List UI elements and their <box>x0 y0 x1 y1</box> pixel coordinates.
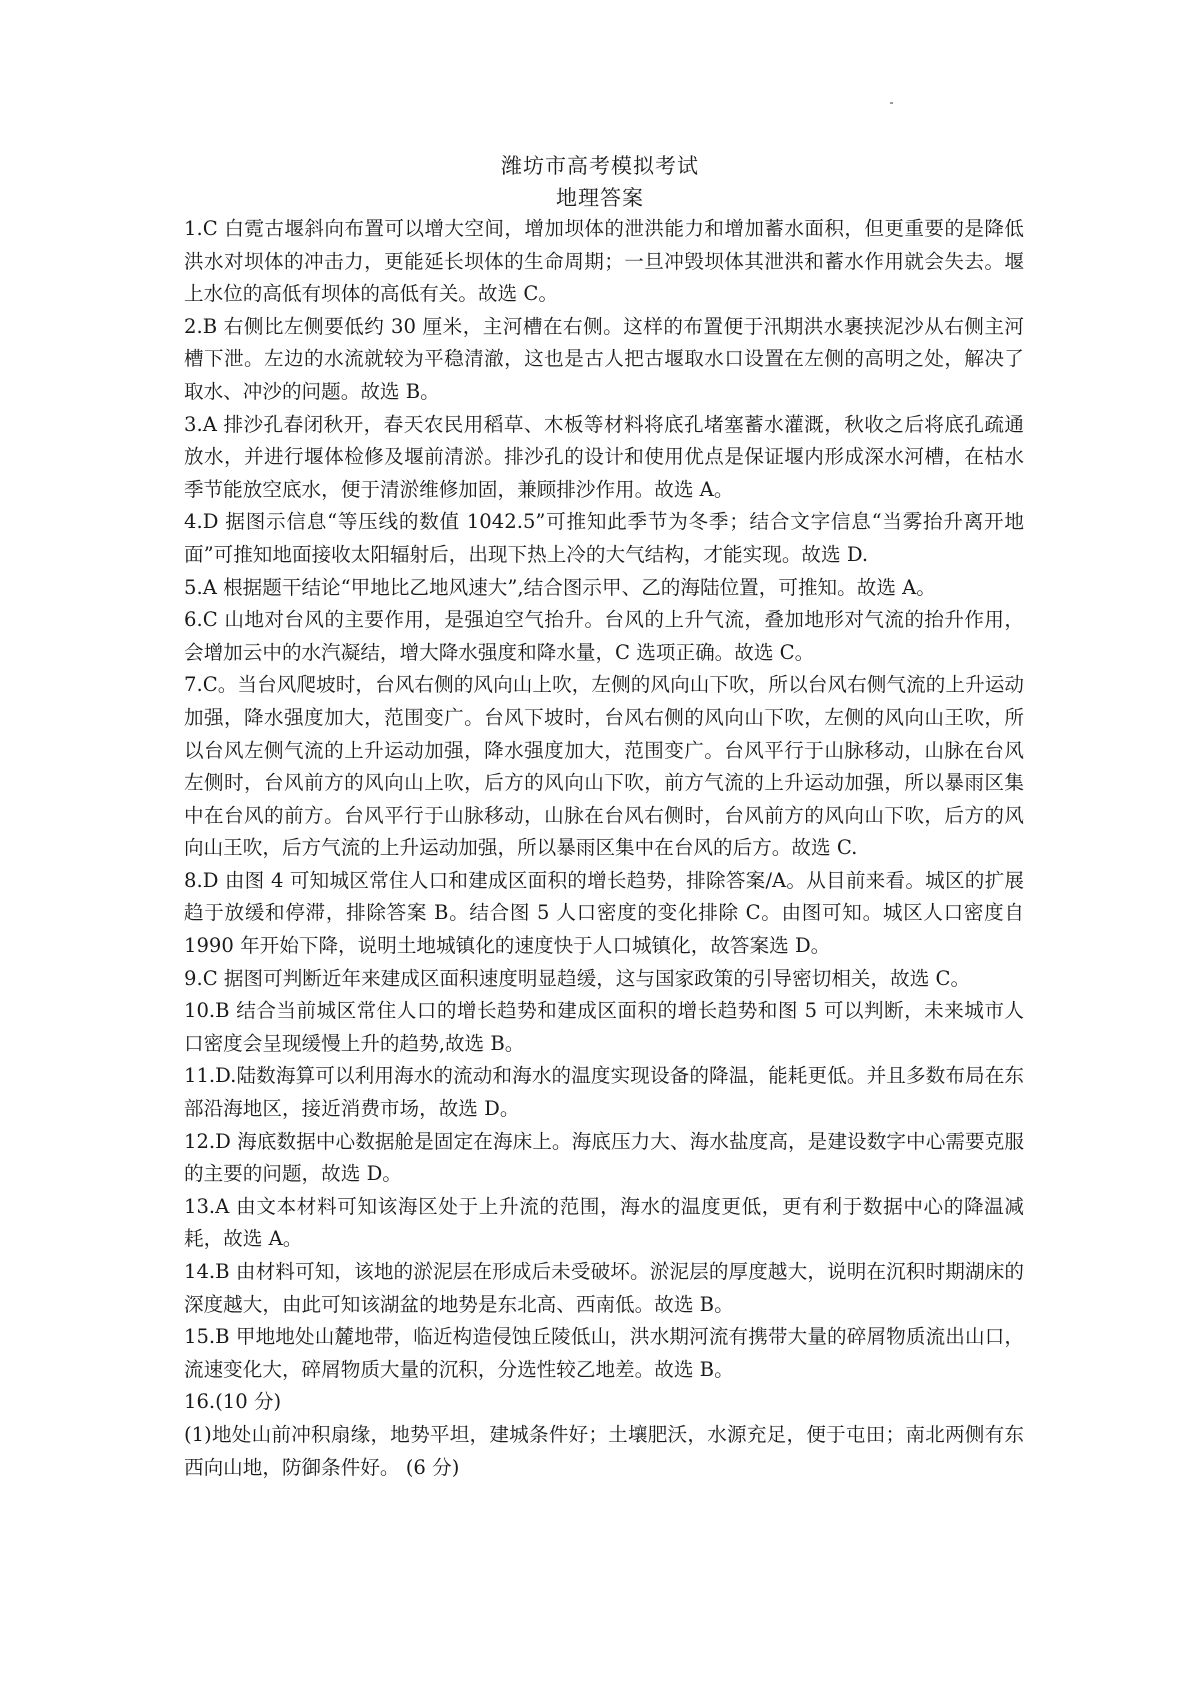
answer-6: 6.C 山地对台风的主要作用，是强迫空气抬升。台风的上升气流，叠加地形对气流的抬升作用，会增加云中的水汽凝结，增大降水强度和降水量，C 选项正确。故选 C。 <box>184 608 1024 664</box>
answer-16-part-1: (1)地处山前冲积扇缘，地势平坦，建城条件好；土壤肥沃，水源充足，便于屯田；南北两侧有东西向山地，防御条件好。 (6 分) <box>184 1422 1024 1479</box>
answer-9: 9.C 据图可判断近年来建成区面积速度明显趋缓，这与国家政策的引导密切相关，故选 C。 <box>184 966 971 990</box>
answer-15: 15.B 甲地地处山麓地带，临近构造侵蚀丘陵低山，洪水期河流有携带大量的碎屑物质流出山口，流速变化大，碎屑物质大量的沉积，分选性较乙地差。故选 B。 <box>184 1325 1024 1381</box>
page-title: 潍坊市高考模拟考试 <box>501 154 699 178</box>
scan-speck <box>890 102 893 104</box>
answer-16-heading: 16.(10 分) <box>184 1390 282 1414</box>
answer-13: 13.A 由文本材料可知该海区处于上升流的范围，海水的温度更低，更有利于数据中心的降温减耗，故选 A。 <box>184 1194 1024 1251</box>
answer-1: 1.C 白霓古堰斜向布置可以增大空间，增加坝体的泄洪能力和增加蓄水面积，但更重要的是降低洪水对坝体的冲击力，更能延长坝体的生命周期；一旦冲毁坝体其泄洪和蓄水作用就会失去。堰上水位的高低有坝体的高低有关。故选 C。 <box>184 217 1024 306</box>
answer-3: 3.A 排沙孔春闭秋开，春天农民用稻草、木板等材料将底孔堵塞蓄水灌溉，秋收之后将底孔疏通放水，并进行堰体检修及堰前清淤。排沙孔的设计和使用优点是保证堰内形成深水河槽，在枯水季节能放空底水，便于清淤维修加固，兼顾排沙作用。故选 A。 <box>184 412 1024 501</box>
answer-8: 8.D 由图 4 可知城区常住人口和建成区面积的增长趋势，排除答案/A。从目前来看。城区的扩展趋于放缓和停滞，排除答案 B。结合图 5 人口密度的变化排除 C。由图可知。城区人口密度自 1990 年开始下降，说明土地城镇化的速度快于人口城镇化，故答案选 D。 <box>184 868 1024 958</box>
answer-12: 12.D 海底数据中心数据舱是固定在海床上。海底压力大、海水盐度高，是建设数字中心需要克服的主要的问题，故选 D。 <box>184 1129 1024 1186</box>
header <box>0 150 1200 214</box>
answer-7: 7.C。当台风爬坡时，台风右侧的风向山上吹，左侧的风向山下吹，所以台风右侧气流的上升运动加强，降水强度加大，范围变广。台风下坡时，台风右侧的风向山下吹，左侧的风向山王吹，所以台风左侧气流的上升运动加强，降水强度加大，范围变广。台风平行于山脉移动，山脉在台风左侧时，台风前方的风向山上吹，后方的风向山下吹，前方气流的上升运动加强，所以暴雨区集中在台风的前方。台风平行于山脉移动，山脉在台风右侧时，台风前方的风向山下吹，后方的风向山王吹，后方气流的上升运动加强，所以暴雨区集中在台风的后方。故选 C. <box>184 673 1024 860</box>
page-subtitle: 地理答案 <box>556 186 644 210</box>
answer-4: 4.D 据图示信息“等压线的数值 1042.5”可推知此季节为冬季；结合文字信息“当雾抬升离开地面”可推知地面接收太阳辐射后，出现下热上冷的大气结构，才能实现。故选 D. <box>184 510 1024 566</box>
answer-14: 14.B 由材料可知，该地的淤泥层在形成后未受破坏。淤泥层的厚度越大，说明在沉积时期湖床的深度越大，由此可知该湖盆的地势是东北高、西南低。故选 B。 <box>184 1260 1024 1316</box>
answers-body <box>184 213 1024 1484</box>
answer-11: 11.D.陆数海算可以利用海水的流动和海水的温度实现设备的降温，能耗更低。并且多数布局在东部沿海地区，接近消费市场，故选 D。 <box>184 1064 1024 1121</box>
answer-2: 2.B 右侧比左侧要低约 30 厘米，主河槽在右侧。这样的布置便于汛期洪水裹挟泥沙从右侧主河槽下泄。左边的水流就较为平稳清澈，这也是古人把古堰取水口设置在左侧的高明之处，解决了取水、冲沙的问题。故选 B。 <box>184 314 1024 403</box>
answer-5: 5.A 根据题干结论“甲地比乙地风速大”,结合图示甲、乙的海陆位置，可推知。故选 A。 <box>184 575 936 599</box>
answer-10: 10.B 结合当前城区常住人口的增长趋势和建成区面积的增长趋势和图 5 可以判断，未来城市人口密度会呈现缓慢上升的趋势,故选 B。 <box>184 999 1024 1055</box>
